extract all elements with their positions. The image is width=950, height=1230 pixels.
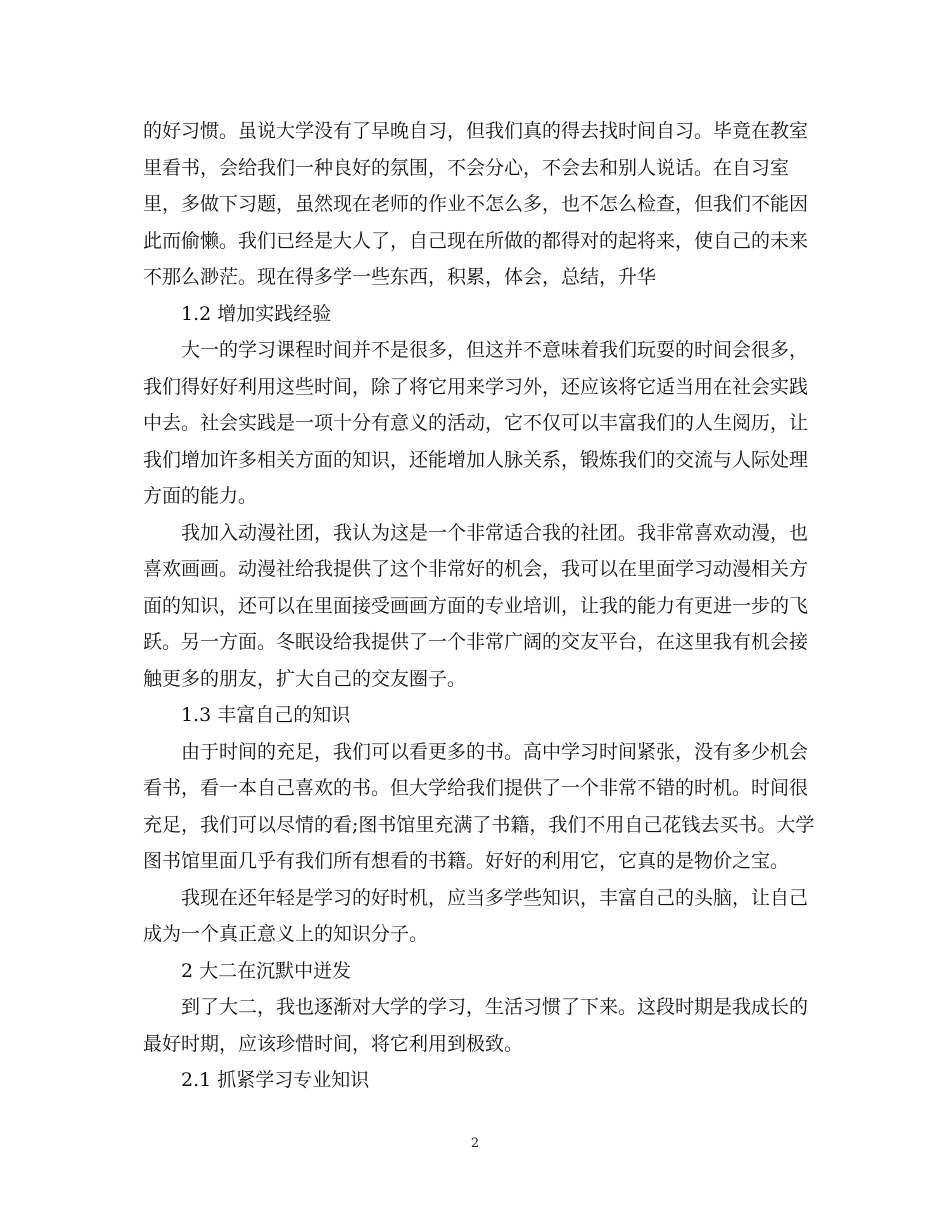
text-line: 我现在还年轻是学习的好时机，应当多学些知识，丰富自己的头脑，让自己 [181, 886, 809, 909]
text-line: 不那么渺茫。现在得多学一些东西，积累，体会，总结，升华 [143, 266, 657, 288]
text-line: 由于时间的充足，我们可以看更多的书。高中学习时间紧张，没有多少机会 [181, 740, 809, 763]
text-line: 方面的能力。 [143, 485, 258, 507]
text-line: 最好时期，应该珍惜时间，将它利用到极致。 [143, 1032, 524, 1055]
text-line: 大一的学习课程时间并不是很多，但这并不意味着我们玩耍的时间会很多， [181, 339, 809, 361]
text-line: 我们增加许多相关方面的知识，还能增加人脉关系，锻炼我们的交流与人际处理 [143, 448, 809, 471]
text-line: 跃。另一方面。冬眠设给我提供了一个非常广阔的交友平台，在这里我有机会接 [143, 631, 809, 653]
text-line: 我们得好好利用这些时间，除了将它用来学习外，还应该将它适当用在社会实践 [143, 375, 809, 398]
text-line: 面的知识，还可以在里面接受画画方面的专业培训，让我的能力有更进一步的飞 [143, 594, 809, 617]
text-line: 1.2 增加实践经验 [181, 302, 332, 325]
text-line: 图书馆里面几乎有我们所有想看的书籍。好好的利用它，它真的是物价之宝。 [143, 850, 790, 872]
text-line: 里看书，会给我们一种良好的氛围，不会分心，不会去和别人说话。在自习室 [143, 156, 790, 179]
text-line: 的好习惯。虽说大学没有了早晚自习，但我们真的得去找时间自习。毕竟在教室 [143, 120, 809, 142]
text-line: 我加入动漫社团，我认为这是一个非常适合我的社团。我非常喜欢动漫，也 [181, 521, 809, 544]
text-line: 到了大二，我也逐渐对大学的学习，生活习惯了下来。这段时期是我成长的 [181, 996, 809, 1018]
text-line: 喜欢画画。动漫社给我提供了这个非常好的机会，我可以在里面学习动漫相关方 [143, 558, 809, 580]
text-line: 里，多做下习题，虽然现在老师的作业不怎么多，也不怎么检查，但我们不能因 [143, 193, 809, 215]
text-line: 2 大二在沉默中迸发 [181, 959, 352, 982]
page-number: 2 [470, 1136, 480, 1151]
text-line: 此而偷懒。我们已经是大人了，自己现在所做的都得对的起将来，使自己的未来 [143, 229, 809, 252]
document-body [143, 113, 815, 1099]
text-line: 触更多的朋友，扩大自己的交友圈子。 [143, 667, 467, 690]
text-line: 中去。社会实践是一项十分有意义的活动，它不仅可以丰富我们的人生阅历，让 [143, 412, 809, 434]
text-line: 看书，看一本自己喜欢的书。但大学给我们提供了一个非常不错的时机。时间很 [143, 777, 809, 799]
text-line: 2.1 抓紧学习专业知识 [181, 1069, 370, 1091]
text-line: 成为一个真正意义上的知识分子。 [143, 923, 429, 945]
text-line: 充足，我们可以尽情的看;图书馆里充满了书籍，我们不用自己花钱去买书。大学 [143, 813, 815, 836]
text-line: 1.3 丰富自己的知识 [181, 704, 351, 726]
